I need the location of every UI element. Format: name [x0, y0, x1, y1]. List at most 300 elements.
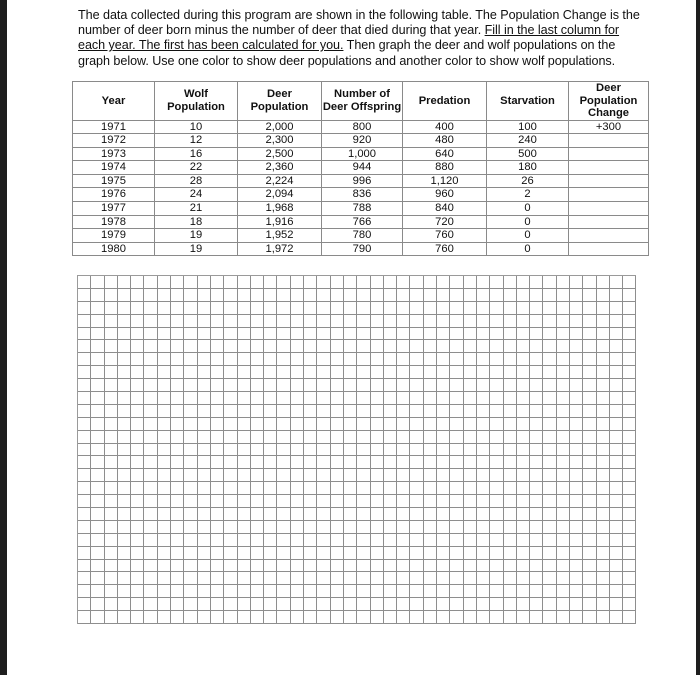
graph-grid-cell [384, 560, 397, 573]
graph-grid-cell [291, 315, 304, 328]
graph-grid-cell [251, 405, 264, 418]
graph-grid-cell [144, 508, 157, 521]
graph-grid-cell [583, 340, 596, 353]
cell-deer-population-change[interactable]: +300 [569, 120, 649, 134]
graph-grid-cell [304, 302, 317, 315]
graph-grid-cell [570, 598, 583, 611]
table-row [73, 134, 649, 148]
graph-grid-cell [224, 379, 237, 392]
graph-grid-cell [464, 315, 477, 328]
graph-grid-cell [331, 508, 344, 521]
graph-grid-cell [304, 315, 317, 328]
cell-deer-population-change[interactable] [569, 134, 649, 148]
graph-grid-cell [264, 328, 277, 341]
graph-grid-cell [623, 302, 636, 315]
graph-grid-cell [224, 456, 237, 469]
graph-grid-cell [597, 508, 610, 521]
graph-grid-cell [224, 469, 237, 482]
graph-grid-cell [570, 456, 583, 469]
graph-grid-cell [530, 611, 543, 624]
graph-grid-cell [477, 521, 490, 534]
graph-grid-cell [78, 315, 91, 328]
graph-grid-cell [517, 611, 530, 624]
cell-year: 1975 [73, 174, 155, 188]
graph-grid-row [78, 302, 636, 315]
graph-grid-cell [317, 328, 330, 341]
graph-grid-cell [131, 315, 144, 328]
graph-grid-cell [583, 405, 596, 418]
graph-grid-cell [450, 456, 463, 469]
graph-grid-cell [623, 418, 636, 431]
graph-grid-cell [105, 340, 118, 353]
graph-grid-cell [238, 508, 251, 521]
graph-grid-cell [464, 366, 477, 379]
graph-grid-cell [450, 585, 463, 598]
graph-grid-cell [583, 444, 596, 457]
graph-grid-cell [264, 405, 277, 418]
cell-starvation: 2 [487, 188, 569, 202]
graph-grid-row [78, 366, 636, 379]
graph-grid-cell [304, 340, 317, 353]
graph-grid-cell [118, 482, 131, 495]
graph-grid-cell [198, 379, 211, 392]
graph-grid-cell [198, 469, 211, 482]
graph-grid-cell [277, 611, 290, 624]
graph-grid-cell [464, 328, 477, 341]
graph-grid-cell [504, 289, 517, 302]
graph-grid-cell [357, 521, 370, 534]
graph-grid-cell [264, 585, 277, 598]
graph-grid-cell [251, 366, 264, 379]
graph-grid-cell [543, 418, 556, 431]
graph-grid-cell [557, 418, 570, 431]
graph-grid-cell [238, 469, 251, 482]
graph-grid-cell [331, 366, 344, 379]
cell-deer-population-change[interactable] [569, 188, 649, 202]
graph-grid-cell [570, 431, 583, 444]
graph-grid-cell [464, 572, 477, 585]
graph-grid-cell [198, 482, 211, 495]
graph-grid-cell [184, 366, 197, 379]
graph-grid-cell [171, 353, 184, 366]
graph-grid-cell [317, 547, 330, 560]
cell-wolf-population: 21 [155, 202, 238, 216]
graph-grid-cell [91, 482, 104, 495]
graph-grid-cell [105, 547, 118, 560]
graph-grid-row [78, 340, 636, 353]
graph-grid-cell [158, 444, 171, 457]
graph-grid-cell [530, 276, 543, 289]
graph-grid-cell [211, 508, 224, 521]
graph-grid-cell [477, 444, 490, 457]
graph-grid-cell [450, 392, 463, 405]
graph-grid-cell [304, 482, 317, 495]
graph-grid-cell [517, 353, 530, 366]
graph-grid-cell [610, 547, 623, 560]
graph-grid-cell [251, 611, 264, 624]
graph-grid-row [78, 508, 636, 521]
graph-grid-cell [410, 405, 423, 418]
graph-grid-cell [171, 521, 184, 534]
graph-grid-cell [344, 315, 357, 328]
graph-grid-cell [91, 353, 104, 366]
graph-grid-cell [158, 611, 171, 624]
graph-grid-cell [557, 302, 570, 315]
graph-grid-cell [490, 456, 503, 469]
graph-grid-cell [557, 611, 570, 624]
cell-predation: 960 [403, 188, 487, 202]
graph-grid-cell [224, 392, 237, 405]
graph-grid-cell [583, 366, 596, 379]
graph-grid-cell [184, 456, 197, 469]
graph-grid-cell [517, 508, 530, 521]
graph-grid-cell [490, 508, 503, 521]
graph-grid-cell [78, 392, 91, 405]
graph-grid-cell [384, 495, 397, 508]
graph-grid-cell [597, 598, 610, 611]
graph-grid-cell [490, 611, 503, 624]
graph-grid-cell [530, 405, 543, 418]
graph-grid-cell [597, 482, 610, 495]
graph-grid-cell [78, 456, 91, 469]
graph-grid-cell [623, 379, 636, 392]
graph-grid-cell [543, 340, 556, 353]
graph-grid-cell [238, 405, 251, 418]
graph-grid-cell [610, 495, 623, 508]
cell-deer-population: 1,972 [238, 242, 322, 256]
graph-grid-cell [144, 315, 157, 328]
graph-grid-cell [224, 560, 237, 573]
graph-grid-cell [344, 340, 357, 353]
graph-grid-cell [504, 547, 517, 560]
graph-grid-cell [131, 379, 144, 392]
graph-grid-cell [597, 353, 610, 366]
graph-grid-cell [158, 366, 171, 379]
graph-grid-cell [610, 534, 623, 547]
graph-grid-cell [131, 572, 144, 585]
graph-grid-cell [517, 444, 530, 457]
graph-grid-cell [477, 418, 490, 431]
graph-grid-cell [304, 379, 317, 392]
instructions-text-2: Then graph the deer and wolf populations on the graph below. Use one color to show deer populations and another color to show wolf populations. [78, 38, 616, 68]
graph-grid-cell [477, 353, 490, 366]
graph-grid-cell [78, 585, 91, 598]
graph-grid-cell [317, 340, 330, 353]
graph-grid-cell [543, 560, 556, 573]
graph-grid-cell [371, 469, 384, 482]
graph-grid-cell [158, 302, 171, 315]
cell-deer-population-change[interactable] [569, 174, 649, 188]
graph-grid-cell [131, 534, 144, 547]
graph-grid-cell [437, 598, 450, 611]
graph-grid-cell [610, 444, 623, 457]
graph-grid-cell [477, 611, 490, 624]
graph-grid-cell [517, 534, 530, 547]
graph-grid-cell [144, 534, 157, 547]
cell-year: 1973 [73, 147, 155, 161]
graph-grid-cell [277, 366, 290, 379]
graph-grid-cell [211, 534, 224, 547]
cell-deer-population-change[interactable] [569, 202, 649, 216]
cell-predation: 640 [403, 147, 487, 161]
graph-grid-cell [264, 353, 277, 366]
graph-grid-cell [131, 418, 144, 431]
graph-grid-cell [357, 315, 370, 328]
graph-grid-cell [371, 547, 384, 560]
graph-grid-cell [118, 547, 131, 560]
graph-grid-cell [477, 392, 490, 405]
graph-grid-cell [105, 315, 118, 328]
graph-grid-cell [543, 405, 556, 418]
graph-grid-cell [277, 534, 290, 547]
graph-grid-cell [317, 379, 330, 392]
graph-grid-cell [184, 585, 197, 598]
graph-grid-cell [424, 444, 437, 457]
graph-grid-cell [198, 405, 211, 418]
graph-grid-cell [91, 340, 104, 353]
graph-grid-cell [597, 469, 610, 482]
graph-grid-cell [238, 431, 251, 444]
graph-grid-cell [317, 353, 330, 366]
graph-grid-cell [410, 547, 423, 560]
graph-grid-cell [291, 547, 304, 560]
graph-grid-cell [384, 444, 397, 457]
graph-grid-cell [557, 469, 570, 482]
graph-grid-cell [570, 302, 583, 315]
graph-grid-cell [331, 289, 344, 302]
graph-grid-cell [78, 547, 91, 560]
graph-grid-cell [410, 353, 423, 366]
graph-grid-cell [504, 353, 517, 366]
graph-grid-cell [331, 572, 344, 585]
table-row [73, 147, 649, 161]
graph-grid-cell [78, 289, 91, 302]
graph-grid-cell [211, 482, 224, 495]
graph-grid-cell [477, 405, 490, 418]
graph-grid-cell [424, 560, 437, 573]
graph-grid-cell [91, 379, 104, 392]
graph-grid-cell [105, 534, 118, 547]
cell-deer-population-change[interactable] [569, 242, 649, 256]
graph-grid-cell [371, 289, 384, 302]
graph-grid-cell [557, 547, 570, 560]
graph-grid-cell [105, 379, 118, 392]
graph-grid-cell [477, 547, 490, 560]
graph-grid-cell [198, 328, 211, 341]
graph-grid-cell [251, 302, 264, 315]
graph-grid-cell [317, 495, 330, 508]
graph-grid-cell [291, 469, 304, 482]
graph-grid-cell [530, 289, 543, 302]
graph-grid-cell [91, 405, 104, 418]
graph-grid-cell [424, 598, 437, 611]
graph-grid-cell [504, 572, 517, 585]
graph-grid-cell [144, 340, 157, 353]
graph-grid-cell [384, 418, 397, 431]
graph-grid-cell [477, 315, 490, 328]
graph-grid-cell [118, 379, 131, 392]
graph-grid-cell [504, 585, 517, 598]
graph-grid-cell [118, 456, 131, 469]
graph-grid-cell [238, 482, 251, 495]
graph-grid-cell [291, 340, 304, 353]
graph-grid-cell [331, 379, 344, 392]
graph-grid-cell [158, 560, 171, 573]
graph-grid-cell [238, 534, 251, 547]
graph-grid-cell [144, 521, 157, 534]
graph-grid-cell [397, 585, 410, 598]
graph-grid-cell [277, 276, 290, 289]
graph-grid-cell [317, 276, 330, 289]
graph-grid-cell [277, 289, 290, 302]
graph-grid-cell [331, 495, 344, 508]
graph-grid-cell [357, 392, 370, 405]
graph-grid-cell [251, 328, 264, 341]
cell-year: 1977 [73, 202, 155, 216]
graph-grid-cell [504, 366, 517, 379]
graph-grid-cell [118, 560, 131, 573]
cell-deer-population-change[interactable] [569, 161, 649, 175]
graph-grid-cell [91, 315, 104, 328]
graph-grid-cell [583, 276, 596, 289]
graph-grid-cell [357, 534, 370, 547]
graph-grid-cell [570, 353, 583, 366]
cell-deer-population-change[interactable] [569, 215, 649, 229]
graph-grid-cell [543, 276, 556, 289]
cell-wolf-population: 28 [155, 174, 238, 188]
graph-grid-cell [105, 572, 118, 585]
graph-grid-cell [410, 598, 423, 611]
graph-grid-cell [78, 444, 91, 457]
graph-grid-cell [597, 315, 610, 328]
graph-grid-cell [450, 534, 463, 547]
graph-grid-cell [450, 469, 463, 482]
graph-grid-cell [450, 340, 463, 353]
graph-grid-cell [78, 534, 91, 547]
column-header-deer-population: Deer Population [238, 82, 322, 121]
graph-grid-cell [424, 289, 437, 302]
graph-grid-cell [490, 276, 503, 289]
graph-grid-cell [144, 547, 157, 560]
graph-grid-cell [224, 611, 237, 624]
graph-grid-cell [304, 405, 317, 418]
graph-grid-cell [331, 418, 344, 431]
graph-grid-cell [238, 302, 251, 315]
graph-grid-cell [331, 392, 344, 405]
graph-grid-row [78, 560, 636, 573]
graph-grid-cell [251, 340, 264, 353]
graph-grid-row [78, 418, 636, 431]
graph-grid-cell [357, 289, 370, 302]
graph-grid-cell [371, 302, 384, 315]
graph-grid-cell [597, 431, 610, 444]
graph-grid-cell [118, 340, 131, 353]
graph-grid-cell [158, 521, 171, 534]
graph-grid-cell [424, 469, 437, 482]
graph-grid-cell [424, 418, 437, 431]
graph-grid-cell [184, 392, 197, 405]
cell-deer-population-change[interactable] [569, 147, 649, 161]
graph-grid-cell [171, 431, 184, 444]
graph-grid-cell [437, 392, 450, 405]
graph-grid-cell [424, 405, 437, 418]
graph-grid-cell [610, 598, 623, 611]
graph-grid-cell [78, 340, 91, 353]
graph-grid-cell [517, 598, 530, 611]
cell-wolf-population: 10 [155, 120, 238, 134]
graph-grid-cell [397, 328, 410, 341]
graph-grid-cell [158, 495, 171, 508]
graph-grid-cell [344, 366, 357, 379]
graph-grid-cell [277, 328, 290, 341]
blank-graph-grid[interactable] [77, 275, 636, 624]
graph-grid-cell [158, 547, 171, 560]
cell-deer-population-change[interactable] [569, 229, 649, 243]
graph-grid-cell [224, 547, 237, 560]
graph-grid-cell [557, 495, 570, 508]
graph-grid-cell [238, 560, 251, 573]
graph-grid-cell [424, 276, 437, 289]
graph-grid-cell [570, 444, 583, 457]
graph-grid-cell [251, 418, 264, 431]
graph-grid-cell [277, 379, 290, 392]
graph-grid-cell [344, 469, 357, 482]
graph-grid-cell [530, 315, 543, 328]
graph-grid-cell [184, 611, 197, 624]
left-window-edge [0, 0, 7, 675]
graph-grid-cell [144, 302, 157, 315]
graph-grid-cell [251, 598, 264, 611]
graph-grid-cell [410, 444, 423, 457]
graph-grid-cell [118, 315, 131, 328]
graph-grid-cell [397, 289, 410, 302]
graph-grid-row [78, 444, 636, 457]
graph-grid-cell [317, 482, 330, 495]
graph-grid-cell [291, 353, 304, 366]
graph-grid-cell [264, 340, 277, 353]
graph-grid-cell [291, 598, 304, 611]
graph-grid-cell [610, 456, 623, 469]
graph-grid-cell [557, 456, 570, 469]
graph-grid-cell [424, 379, 437, 392]
graph-grid-cell [570, 572, 583, 585]
graph-grid-cell [91, 585, 104, 598]
graph-grid-cell [517, 405, 530, 418]
graph-grid-cell [530, 534, 543, 547]
graph-grid-cell [517, 547, 530, 560]
graph-grid-cell [384, 315, 397, 328]
graph-grid-cell [171, 495, 184, 508]
graph-grid-cell [238, 328, 251, 341]
graph-grid-cell [597, 456, 610, 469]
graph-grid-cell [623, 560, 636, 573]
graph-grid-cell [464, 276, 477, 289]
graph-grid-cell [184, 508, 197, 521]
graph-grid-cell [144, 482, 157, 495]
graph-grid-cell [530, 585, 543, 598]
graph-grid-cell [570, 418, 583, 431]
graph-grid-cell [91, 547, 104, 560]
graph-grid-cell [490, 328, 503, 341]
graph-grid-cell [131, 392, 144, 405]
graph-grid-cell [570, 585, 583, 598]
graph-grid-cell [344, 508, 357, 521]
graph-grid-cell [131, 328, 144, 341]
graph-grid-cell [397, 444, 410, 457]
graph-grid-cell [570, 495, 583, 508]
graph-grid-cell [371, 315, 384, 328]
graph-grid-cell [105, 495, 118, 508]
